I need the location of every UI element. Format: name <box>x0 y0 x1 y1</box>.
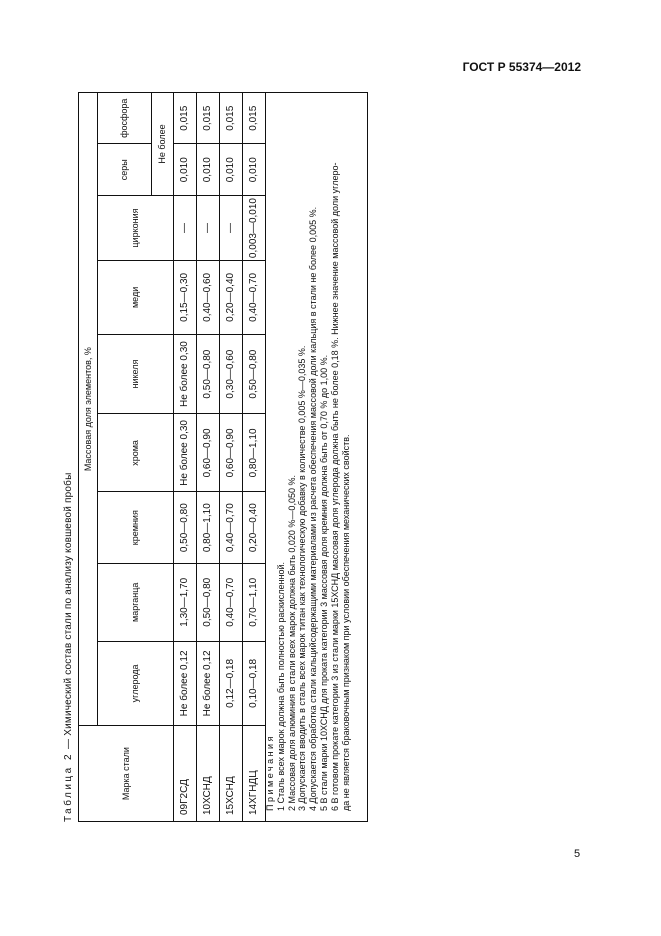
table-caption <box>62 92 76 822</box>
col-header-phosphorus: фосфора <box>97 93 151 144</box>
note-item: 4 Допускается обработка стали кальцийсодержащими материалами из расчета обеспечения массовой доли кальция в стали не более 0,005 %. <box>308 206 319 811</box>
col-header-copper: меди <box>97 261 173 335</box>
value-cell: 0,010 <box>219 144 242 196</box>
page-number: 5 <box>574 848 581 860</box>
table-notes <box>265 99 351 811</box>
value-cell: 0,20—0,40 <box>219 261 242 335</box>
value-cell: 0,60—0,90 <box>219 414 242 492</box>
value-cell: Не более 0,12 <box>173 641 196 726</box>
note-item: 5 В стали марки 10ХСНД для проката категории 3 массовая доля кремния должна быть от 0,70 % до 1,00 %. <box>318 354 329 811</box>
col-header-zirconium: циркония <box>97 196 173 261</box>
value-cell: 0,10—0,18 <box>242 641 265 726</box>
value-cell: 0,010 <box>196 144 219 196</box>
max-label: Не более <box>151 93 173 196</box>
value-cell: 0,50—0,80 <box>173 492 196 564</box>
value-cell: 0,003—0,010 <box>242 196 265 261</box>
value-cell: 0,60—0,90 <box>196 414 219 492</box>
grade-cell: 10ХСНД <box>196 726 219 821</box>
value-cell: 0,015 <box>196 93 219 144</box>
value-cell: 0,80—1,10 <box>242 414 265 492</box>
value-cell: — <box>219 196 242 261</box>
value-cell: Не более 0,30 <box>173 334 196 414</box>
value-cell: 0,40—0,60 <box>196 261 219 335</box>
value-cell: 0,010 <box>242 144 265 196</box>
value-cell: 0,015 <box>242 93 265 144</box>
value-cell: 0,40—0,70 <box>219 492 242 564</box>
value-cell: Не более 0,30 <box>173 414 196 492</box>
value-cell: — <box>196 196 219 261</box>
col-header-grade: Марка стали <box>79 726 173 821</box>
value-cell: — <box>173 196 196 261</box>
table-caption-text: — Химический состав стали по анализу ковшевой пробы <box>63 472 74 752</box>
col-header-nickel: никеля <box>97 334 173 414</box>
note-item: 2 Массовая доля алюминия в стали всех марок должна быть 0,020 %—0,050 %. <box>286 475 297 811</box>
value-cell: 0,70—1,10 <box>242 564 265 642</box>
value-cell: 0,015 <box>219 93 242 144</box>
col-header-chromium: хрома <box>97 414 173 492</box>
grade-cell: 09Г2СД <box>173 726 196 821</box>
grade-cell: 15ХСНД <box>219 726 242 821</box>
value-cell: 0,40—0,70 <box>219 564 242 642</box>
chemical-composition-table <box>79 93 266 821</box>
col-header-silicon: кремния <box>97 492 173 564</box>
standard-code: ГОСТ Р 55374—2012 <box>462 60 581 74</box>
table-caption-prefix: Таблица 2 <box>63 751 74 822</box>
value-cell: 0,12—0,18 <box>219 641 242 726</box>
value-cell: 0,010 <box>173 144 196 196</box>
rotated-table-section <box>62 92 382 822</box>
note-item: 6 В готовом прокате категории 3 из стали марки 15ХСНД массовая доля углерода должна быть не более 0,18 %. Нижнее значение массовой доли углеро- <box>329 162 340 811</box>
col-group-header: Массовая доля элементов, % <box>79 93 97 726</box>
value-cell: 0,30—0,60 <box>219 334 242 414</box>
value-cell: 0,80—1,10 <box>196 492 219 564</box>
value-cell: 0,15—0,30 <box>173 261 196 335</box>
grade-cell: 14ХГНДЦ <box>242 726 265 821</box>
value-cell: 0,20—0,40 <box>242 492 265 564</box>
notes-title: Примечания <box>265 734 275 811</box>
col-header-manganese: марганца <box>97 564 173 642</box>
col-header-sulfur: серы <box>97 144 151 196</box>
table-frame <box>78 92 368 822</box>
value-cell: 0,50—0,80 <box>196 334 219 414</box>
value-cell: 0,40—0,70 <box>242 261 265 335</box>
value-cell: 1,30—1,70 <box>173 564 196 642</box>
value-cell: 0,50—0,80 <box>242 334 265 414</box>
value-cell: 0,015 <box>173 93 196 144</box>
col-header-carbon: углерода <box>97 641 173 726</box>
note-item: 3 Допускается вводить в сталь всех марок титан как технологическую добавку в количестве 0,005 %—0,035 %. <box>297 345 308 811</box>
table-row <box>242 93 265 821</box>
note-item: да не является браковочным признаком при условии обеспечения механических свойств. <box>340 434 351 811</box>
value-cell: Не более 0,12 <box>196 641 219 726</box>
table-row <box>196 93 219 821</box>
value-cell: 0,50—0,80 <box>196 564 219 642</box>
note-item: 1 Сталь всех марок должна быть полностью раскисленной. <box>275 561 286 811</box>
table-row <box>173 93 196 821</box>
table-row <box>219 93 242 821</box>
